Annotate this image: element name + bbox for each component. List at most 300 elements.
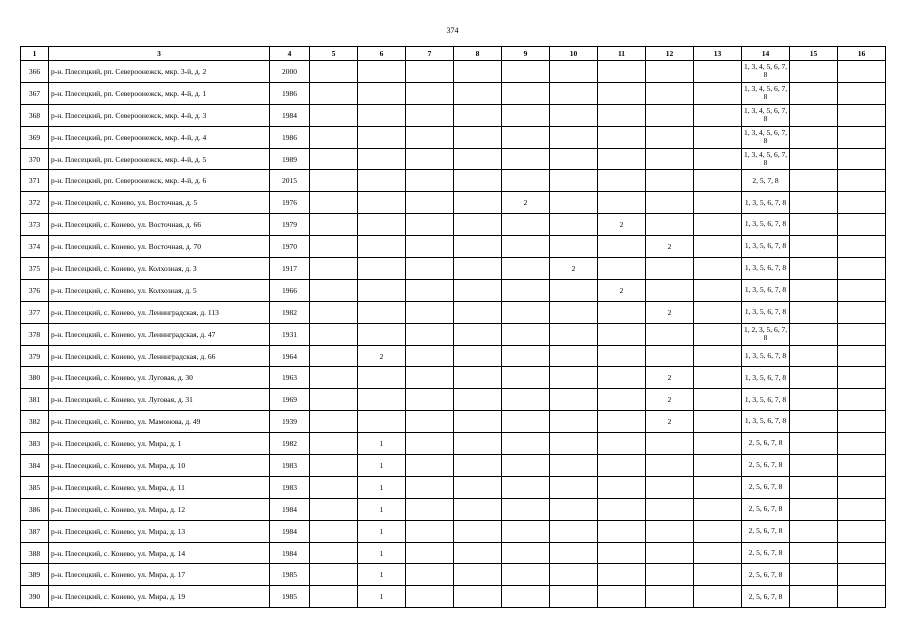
address-cell: р-н. Плесецкий, с. Конево, ул. Ленинградская, д. 66 — [49, 345, 270, 367]
column-6-cell — [358, 301, 406, 323]
column-14-cell: 1, 3, 5, 6, 7, 8 — [742, 279, 790, 301]
column-10-cell — [550, 126, 598, 148]
year-cell: 1984 — [270, 520, 310, 542]
column-15-cell — [790, 367, 838, 389]
column-9-cell: 2 — [502, 192, 550, 214]
column-6-cell: 1 — [358, 433, 406, 455]
column-11-cell — [598, 564, 646, 586]
column-5-cell — [310, 170, 358, 192]
column-13-cell — [694, 389, 742, 411]
column-12-cell — [646, 542, 694, 564]
address-cell: р-н. Плесецкий, с. Конево, ул. Восточная, д. 66 — [49, 214, 270, 236]
address-cell: р-н. Плесецкий, с. Конево, ул. Ленинградская, д. 113 — [49, 301, 270, 323]
column-6-cell — [358, 389, 406, 411]
column-8-cell — [454, 236, 502, 258]
row-number-cell: 387 — [21, 520, 49, 542]
column-12-cell — [646, 192, 694, 214]
column-7-cell — [406, 476, 454, 498]
column-12-cell — [646, 498, 694, 520]
address-cell: р-н. Плесецкий, с. Конево, ул. Мира, д. 1 — [49, 433, 270, 455]
column-8-cell — [454, 476, 502, 498]
column-11-cell — [598, 323, 646, 345]
column-10-cell — [550, 389, 598, 411]
column-12-cell — [646, 258, 694, 280]
column-16-cell — [838, 586, 886, 608]
column-5-cell — [310, 520, 358, 542]
column-12-cell — [646, 586, 694, 608]
column-5-cell — [310, 476, 358, 498]
column-9-cell — [502, 148, 550, 170]
column-10-cell — [550, 301, 598, 323]
year-cell: 1979 — [270, 214, 310, 236]
column-11-cell — [598, 104, 646, 126]
year-cell: 1970 — [270, 236, 310, 258]
row-number-cell: 382 — [21, 411, 49, 433]
row-number-cell: 383 — [21, 433, 49, 455]
address-cell: р-н. Плесецкий, с. Конево, ул. Колхозная, д. 3 — [49, 258, 270, 280]
column-header: 11 — [598, 47, 646, 61]
column-11-cell — [598, 258, 646, 280]
column-7-cell — [406, 345, 454, 367]
column-5-cell — [310, 586, 358, 608]
column-16-cell — [838, 104, 886, 126]
column-7-cell — [406, 170, 454, 192]
row-number-cell: 376 — [21, 279, 49, 301]
column-header: 8 — [454, 47, 502, 61]
column-9-cell — [502, 323, 550, 345]
column-6-cell — [358, 411, 406, 433]
row-number-cell: 380 — [21, 367, 49, 389]
column-13-cell — [694, 301, 742, 323]
column-15-cell — [790, 258, 838, 280]
column-14-cell: 1, 3, 5, 6, 7, 8 — [742, 367, 790, 389]
column-13-cell — [694, 236, 742, 258]
column-header: 10 — [550, 47, 598, 61]
column-7-cell — [406, 433, 454, 455]
year-cell: 1989 — [270, 148, 310, 170]
column-8-cell — [454, 148, 502, 170]
column-13-cell — [694, 542, 742, 564]
column-14-cell: 2, 5, 6, 7, 8 — [742, 476, 790, 498]
column-14-cell: 2, 5, 6, 7, 8 — [742, 542, 790, 564]
column-7-cell — [406, 301, 454, 323]
year-cell: 1982 — [270, 433, 310, 455]
column-14-cell: 1, 3, 5, 6, 7, 8 — [742, 301, 790, 323]
column-header: 14 — [742, 47, 790, 61]
column-13-cell — [694, 564, 742, 586]
table-row — [21, 586, 886, 608]
column-7-cell — [406, 323, 454, 345]
column-8-cell — [454, 104, 502, 126]
column-12-cell — [646, 61, 694, 83]
column-7-cell — [406, 258, 454, 280]
column-6-cell — [358, 279, 406, 301]
column-9-cell — [502, 498, 550, 520]
column-header: 3 — [49, 47, 270, 61]
year-cell: 1986 — [270, 126, 310, 148]
column-9-cell — [502, 104, 550, 126]
column-5-cell — [310, 345, 358, 367]
column-15-cell — [790, 126, 838, 148]
column-10-cell — [550, 345, 598, 367]
column-16-cell — [838, 433, 886, 455]
year-cell: 1966 — [270, 279, 310, 301]
column-10-cell — [550, 61, 598, 83]
column-15-cell — [790, 411, 838, 433]
column-12-cell — [646, 520, 694, 542]
column-15-cell — [790, 279, 838, 301]
column-9-cell — [502, 520, 550, 542]
column-14-cell: 2, 5, 6, 7, 8 — [742, 433, 790, 455]
column-7-cell — [406, 279, 454, 301]
column-16-cell — [838, 214, 886, 236]
column-10-cell — [550, 564, 598, 586]
column-8-cell — [454, 542, 502, 564]
column-header: 12 — [646, 47, 694, 61]
column-12-cell — [646, 170, 694, 192]
column-5-cell — [310, 367, 358, 389]
column-13-cell — [694, 433, 742, 455]
column-12-cell — [646, 345, 694, 367]
row-number-cell: 366 — [21, 61, 49, 83]
column-6-cell: 2 — [358, 345, 406, 367]
table-row — [21, 433, 886, 455]
column-8-cell — [454, 367, 502, 389]
column-6-cell — [358, 148, 406, 170]
column-7-cell — [406, 389, 454, 411]
column-15-cell — [790, 389, 838, 411]
row-number-cell: 379 — [21, 345, 49, 367]
column-header: 7 — [406, 47, 454, 61]
column-5-cell — [310, 104, 358, 126]
address-cell: р-н. Плесецкий, с. Конево, ул. Мира, д. 17 — [49, 564, 270, 586]
row-number-cell: 375 — [21, 258, 49, 280]
column-12-cell — [646, 455, 694, 477]
address-cell: р-н. Плесецкий, рп. Североонежск, мкр. 4-й, д. 4 — [49, 126, 270, 148]
column-15-cell — [790, 498, 838, 520]
page-number: 374 — [446, 26, 459, 35]
column-14-cell: 2, 5, 7, 8 — [742, 170, 790, 192]
year-cell: 2015 — [270, 170, 310, 192]
column-15-cell — [790, 476, 838, 498]
column-5-cell — [310, 411, 358, 433]
column-7-cell — [406, 126, 454, 148]
column-header: 9 — [502, 47, 550, 61]
year-cell: 1986 — [270, 82, 310, 104]
column-12-cell — [646, 564, 694, 586]
column-14-cell: 2, 5, 6, 7, 8 — [742, 564, 790, 586]
column-16-cell — [838, 258, 886, 280]
column-16-cell — [838, 279, 886, 301]
column-7-cell — [406, 542, 454, 564]
column-11-cell — [598, 520, 646, 542]
column-13-cell — [694, 82, 742, 104]
year-cell: 2000 — [270, 61, 310, 83]
table-row — [21, 564, 886, 586]
column-16-cell — [838, 411, 886, 433]
column-header: 6 — [358, 47, 406, 61]
column-12-cell — [646, 214, 694, 236]
row-number-cell: 384 — [21, 455, 49, 477]
address-cell: р-н. Плесецкий, с. Конево, ул. Мамонова, д. 49 — [49, 411, 270, 433]
column-6-cell: 1 — [358, 455, 406, 477]
row-number-cell: 390 — [21, 586, 49, 608]
column-7-cell — [406, 411, 454, 433]
column-5-cell — [310, 61, 358, 83]
table-row — [21, 498, 886, 520]
column-15-cell — [790, 236, 838, 258]
column-13-cell — [694, 367, 742, 389]
column-9-cell — [502, 236, 550, 258]
column-14-cell: 1, 3, 5, 6, 7, 8 — [742, 345, 790, 367]
column-12-cell: 2 — [646, 367, 694, 389]
column-8-cell — [454, 323, 502, 345]
column-10-cell — [550, 520, 598, 542]
column-13-cell — [694, 455, 742, 477]
column-13-cell — [694, 61, 742, 83]
table-row — [21, 258, 886, 280]
table-row — [21, 170, 886, 192]
column-11-cell — [598, 367, 646, 389]
address-cell: р-н. Плесецкий, рп. Североонежск, мкр. 3-й, д. 2 — [49, 61, 270, 83]
column-7-cell — [406, 61, 454, 83]
table-row — [21, 82, 886, 104]
column-9-cell — [502, 476, 550, 498]
column-13-cell — [694, 586, 742, 608]
table-row — [21, 61, 886, 83]
column-11-cell — [598, 476, 646, 498]
table-row — [21, 389, 886, 411]
column-5-cell — [310, 258, 358, 280]
row-number-cell: 385 — [21, 476, 49, 498]
column-5-cell — [310, 301, 358, 323]
table-row — [21, 323, 886, 345]
column-13-cell — [694, 126, 742, 148]
column-10-cell — [550, 214, 598, 236]
column-16-cell — [838, 148, 886, 170]
address-cell: р-н. Плесецкий, с. Конево, ул. Луговая, д. 31 — [49, 389, 270, 411]
column-13-cell — [694, 476, 742, 498]
column-10-cell — [550, 170, 598, 192]
table-row — [21, 148, 886, 170]
column-14-cell: 1, 3, 4, 5, 6, 7, 8 — [742, 126, 790, 148]
column-8-cell — [454, 82, 502, 104]
column-10-cell — [550, 323, 598, 345]
column-6-cell: 1 — [358, 564, 406, 586]
row-number-cell: 377 — [21, 301, 49, 323]
header-row — [21, 47, 886, 61]
table-row — [21, 411, 886, 433]
column-6-cell: 1 — [358, 586, 406, 608]
column-14-cell: 2, 5, 6, 7, 8 — [742, 586, 790, 608]
column-8-cell — [454, 564, 502, 586]
column-7-cell — [406, 564, 454, 586]
column-14-cell: 1, 3, 5, 6, 7, 8 — [742, 258, 790, 280]
row-number-cell: 368 — [21, 104, 49, 126]
column-6-cell — [358, 323, 406, 345]
column-6-cell: 1 — [358, 476, 406, 498]
column-14-cell: 1, 3, 4, 5, 6, 7, 8 — [742, 82, 790, 104]
column-13-cell — [694, 520, 742, 542]
column-5-cell — [310, 148, 358, 170]
column-11-cell — [598, 498, 646, 520]
column-12-cell — [646, 279, 694, 301]
year-cell: 1985 — [270, 564, 310, 586]
year-cell: 1984 — [270, 542, 310, 564]
column-7-cell — [406, 214, 454, 236]
column-6-cell — [358, 104, 406, 126]
column-9-cell — [502, 258, 550, 280]
year-cell: 1917 — [270, 258, 310, 280]
column-header: 16 — [838, 47, 886, 61]
column-10-cell — [550, 148, 598, 170]
address-cell: р-н. Плесецкий, рп. Североонежск, мкр. 4-й, д. 5 — [49, 148, 270, 170]
column-14-cell: 1, 3, 5, 6, 7, 8 — [742, 236, 790, 258]
column-9-cell — [502, 367, 550, 389]
row-number-cell: 372 — [21, 192, 49, 214]
column-5-cell — [310, 542, 358, 564]
column-11-cell — [598, 82, 646, 104]
column-9-cell — [502, 389, 550, 411]
column-10-cell — [550, 498, 598, 520]
column-14-cell: 1, 3, 5, 6, 7, 8 — [742, 214, 790, 236]
column-10-cell — [550, 411, 598, 433]
column-6-cell — [358, 61, 406, 83]
column-15-cell — [790, 345, 838, 367]
table-row — [21, 476, 886, 498]
column-16-cell — [838, 367, 886, 389]
address-cell: р-н. Плесецкий, с. Конево, ул. Мира, д. 10 — [49, 455, 270, 477]
column-11-cell — [598, 61, 646, 83]
column-10-cell — [550, 586, 598, 608]
column-13-cell — [694, 148, 742, 170]
column-9-cell — [502, 542, 550, 564]
column-14-cell: 1, 3, 5, 6, 7, 8 — [742, 192, 790, 214]
row-number-cell: 370 — [21, 148, 49, 170]
column-9-cell — [502, 61, 550, 83]
row-number-cell: 388 — [21, 542, 49, 564]
column-16-cell — [838, 236, 886, 258]
column-8-cell — [454, 279, 502, 301]
column-9-cell — [502, 279, 550, 301]
column-13-cell — [694, 345, 742, 367]
column-13-cell — [694, 214, 742, 236]
address-cell: р-н. Плесецкий, с. Конево, ул. Мира, д. 14 — [49, 542, 270, 564]
column-header: 5 — [310, 47, 358, 61]
column-16-cell — [838, 61, 886, 83]
column-15-cell — [790, 192, 838, 214]
column-14-cell: 2, 5, 6, 7, 8 — [742, 498, 790, 520]
column-7-cell — [406, 82, 454, 104]
column-5-cell — [310, 236, 358, 258]
table-row — [21, 455, 886, 477]
table-row — [21, 542, 886, 564]
column-7-cell — [406, 498, 454, 520]
column-9-cell — [502, 455, 550, 477]
column-14-cell: 2, 5, 6, 7, 8 — [742, 455, 790, 477]
column-16-cell — [838, 498, 886, 520]
row-number-cell: 367 — [21, 82, 49, 104]
column-15-cell — [790, 586, 838, 608]
column-9-cell — [502, 82, 550, 104]
table-row — [21, 345, 886, 367]
address-cell: р-н. Плесецкий, с. Конево, ул. Колхозная, д. 5 — [49, 279, 270, 301]
address-cell: р-н. Плесецкий, рп. Североонежск, мкр. 4-й, д. 3 — [49, 104, 270, 126]
column-15-cell — [790, 82, 838, 104]
table-row — [21, 104, 886, 126]
column-8-cell — [454, 498, 502, 520]
column-11-cell — [598, 301, 646, 323]
column-7-cell — [406, 236, 454, 258]
column-11-cell — [598, 170, 646, 192]
column-10-cell — [550, 104, 598, 126]
row-number-cell: 373 — [21, 214, 49, 236]
column-12-cell — [646, 126, 694, 148]
column-16-cell — [838, 542, 886, 564]
column-16-cell — [838, 455, 886, 477]
column-10-cell — [550, 455, 598, 477]
address-cell: р-н. Плесецкий, с. Конево, ул. Ленинградская, д. 47 — [49, 323, 270, 345]
column-15-cell — [790, 214, 838, 236]
column-10-cell — [550, 367, 598, 389]
column-5-cell — [310, 192, 358, 214]
column-16-cell — [838, 170, 886, 192]
year-cell: 1983 — [270, 476, 310, 498]
year-cell: 1963 — [270, 367, 310, 389]
column-12-cell — [646, 433, 694, 455]
column-10-cell — [550, 236, 598, 258]
column-8-cell — [454, 301, 502, 323]
column-12-cell: 2 — [646, 389, 694, 411]
column-5-cell — [310, 82, 358, 104]
column-8-cell — [454, 192, 502, 214]
column-15-cell — [790, 104, 838, 126]
address-cell: р-н. Плесецкий, с. Конево, ул. Мира, д. 19 — [49, 586, 270, 608]
column-14-cell: 1, 2, 3, 5, 6, 7, 8 — [742, 323, 790, 345]
row-number-cell: 386 — [21, 498, 49, 520]
column-12-cell: 2 — [646, 411, 694, 433]
column-5-cell — [310, 498, 358, 520]
column-header: 1 — [21, 47, 49, 61]
column-7-cell — [406, 520, 454, 542]
column-15-cell — [790, 323, 838, 345]
column-6-cell — [358, 170, 406, 192]
column-11-cell — [598, 455, 646, 477]
year-cell: 1982 — [270, 301, 310, 323]
column-15-cell — [790, 61, 838, 83]
column-16-cell — [838, 345, 886, 367]
column-11-cell: 2 — [598, 279, 646, 301]
address-cell: р-н. Плесецкий, рп. Североонежск, мкр. 4-й, д. 1 — [49, 82, 270, 104]
column-11-cell — [598, 433, 646, 455]
column-16-cell — [838, 82, 886, 104]
column-10-cell — [550, 82, 598, 104]
column-16-cell — [838, 389, 886, 411]
column-8-cell — [454, 411, 502, 433]
column-6-cell: 1 — [358, 498, 406, 520]
table-row — [21, 279, 886, 301]
column-12-cell — [646, 476, 694, 498]
column-9-cell — [502, 586, 550, 608]
address-cell: р-н. Плесецкий, с. Конево, ул. Восточная, д. 70 — [49, 236, 270, 258]
column-13-cell — [694, 279, 742, 301]
column-6-cell — [358, 126, 406, 148]
table-row — [21, 301, 886, 323]
column-14-cell: 1, 3, 4, 5, 6, 7, 8 — [742, 61, 790, 83]
column-7-cell — [406, 367, 454, 389]
column-5-cell — [310, 455, 358, 477]
column-6-cell — [358, 367, 406, 389]
